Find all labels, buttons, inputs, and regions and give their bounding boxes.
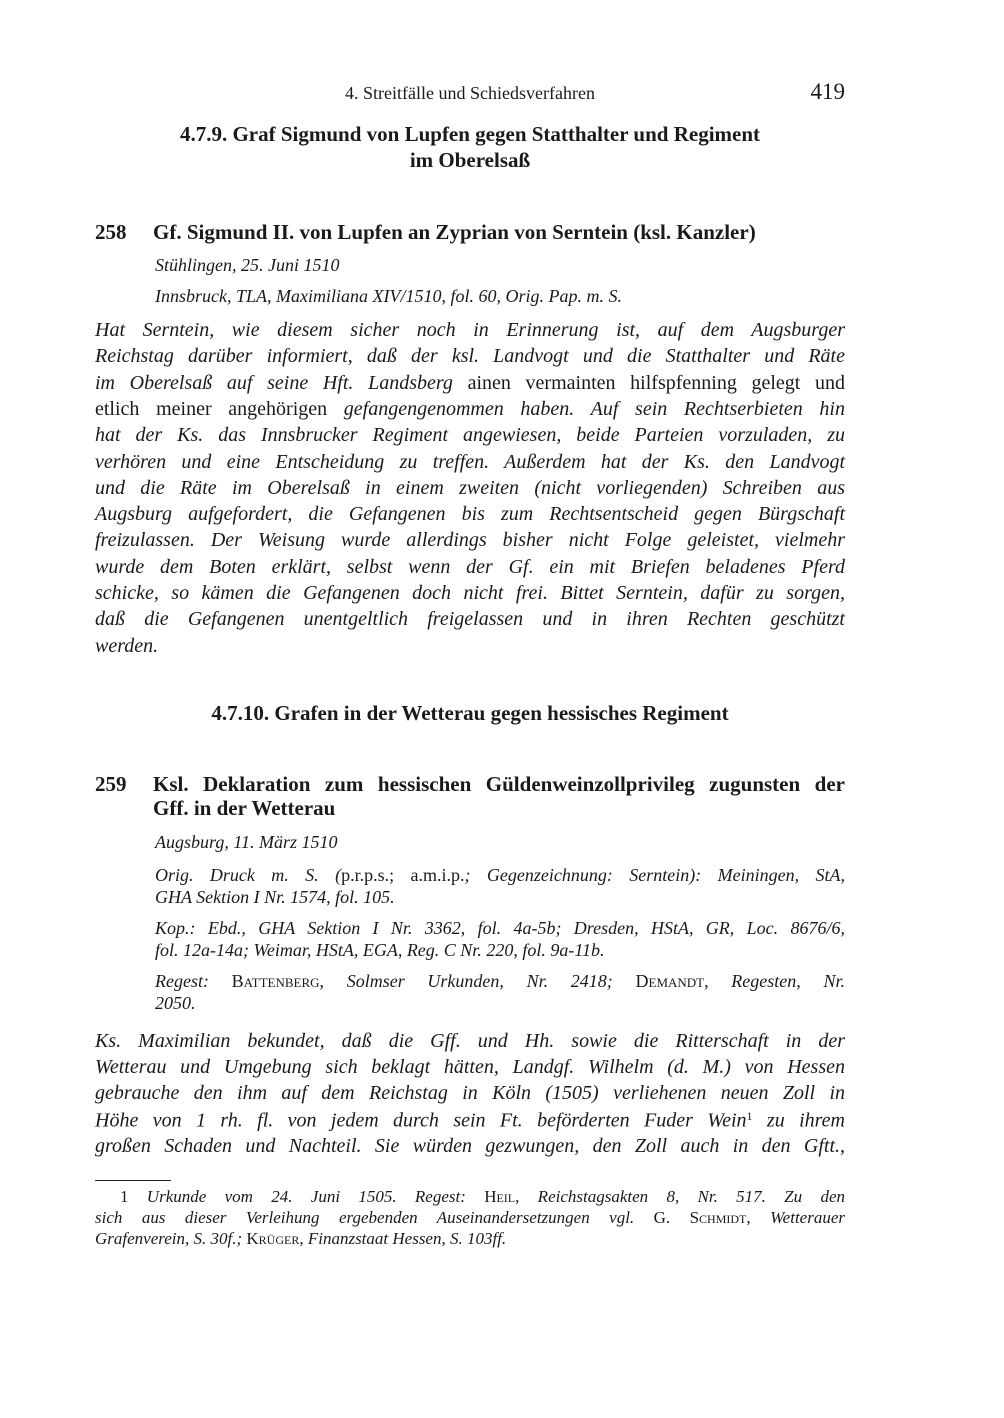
text-line [95,557,845,577]
text-line [120,1188,845,1205]
entry-heading: Gf. Sigmund II. von Lupfen an Zyprian von Serntein (ksl. Kanzler) [153,220,756,244]
text-line [95,452,845,472]
text-run: 1 [120,1187,129,1206]
entry-heading: Ksl. Deklaration zum hessischen Güldenweinzollprivileg zugunsten der [153,772,845,796]
text-run: Regest: [155,971,232,991]
text-run: a.m.i.p. [410,865,465,885]
text-line [155,941,845,959]
text-line [95,1209,845,1226]
text-run: werden. [95,634,159,657]
text-line [95,1230,845,1247]
text-run: gefangengenommen haben. Auf sein Rechtserbieten hin [343,397,845,420]
text-line [95,1083,845,1103]
text-run: Wetterauer [750,1208,845,1227]
text-line [95,583,845,603]
text-run: zu ihrem [752,1109,845,1132]
text-run: Reichstag darüber informiert, daß der ksl. Landvogt und die Statthalter und Räte [95,345,845,368]
text-run: großen Schaden und Nachteil. Sie würden gezwungen, den Zoll auch in den Gftt., [95,1134,845,1157]
text-run: im Oberelsaß auf seine Hft. Landsberg [95,371,468,394]
text-line [95,425,845,445]
section-title: 4.7.9. Graf Sigmund von Lupfen gegen Statthalter und Regiment [179,122,761,146]
text-run: Krüger, [246,1229,304,1248]
entry-date: Augsburg, 11. März 1510 [155,832,338,852]
running-title: 4. Streitfälle und Schiedsverfahren [345,83,595,103]
text-line [95,1031,845,1051]
text-line [95,478,845,498]
text-run: p.r.p.s.; [341,865,395,885]
text-run [394,865,410,885]
text-run: G. Schmidt, [653,1208,751,1227]
text-run: sich aus dieser Verleihung ergebenden Auseinandersetzungen vgl. [95,1208,654,1227]
footnote-marker: 1 [746,1108,753,1123]
text-run: und die Räte im Oberelsaß in einem zweiten (nicht vorliegenden) Schreiben aus [95,476,845,499]
footnote-rule [95,1180,171,1181]
text-run: schicke, so kämen die Gefangenen doch nicht frei. Bittet Serntein, dafür zu sorgen, [95,582,845,604]
text-line [95,1136,845,1156]
text-run: wurde dem Boten erklärt, selbst wenn der Gf. ein mit Briefen beladenes Pferd [95,555,845,578]
entry-number: 258 [95,220,127,244]
text-run: Solmser Urkunden, Nr. 2418; [324,971,636,991]
text-line [95,346,845,366]
text-line [95,504,845,524]
text-run: GHA Sektion I Nr. 1574, fol. 105. [155,887,395,907]
text-line [155,888,845,906]
text-run: fol. 12a-14a; Weimar, HStA, EGA, Reg. C Nr. 220, fol. 9a-11b. [155,940,605,960]
entry-source: Innsbruck, TLA, Maximiliana XIV/1510, fol. 60, Orig. Pap. m. S. [155,286,622,306]
text-line [95,1057,845,1077]
text-line [155,972,845,990]
text-run: etlich meiner angehörigen [95,397,344,420]
text-run: Grafenverein, S. 30f.; [95,1229,247,1248]
text-run: Urkunde vom 24. Juni 1505. Regest: [128,1187,485,1206]
text-run: Reichstagsakten 8, Nr. 517. Zu den [519,1187,845,1206]
entry-heading: Gff. in der Wetterau [153,796,336,820]
text-line [95,373,845,393]
text-run: Finanzstaat Hessen, S. 103ff. [303,1229,507,1248]
text-line [95,320,845,340]
entry-number: 259 [95,772,127,796]
text-run: 2050. [155,993,196,1013]
text-run: Battenberg, [231,971,325,991]
section-title: im Oberelsaß [409,148,531,172]
text-run: ainen vermainten hilfspfenning gelegt und [467,371,846,394]
text-run: Demandt, [635,971,709,991]
text-run: Heil, [484,1187,520,1206]
text-run: gebrauche den ihm auf dem Reichstag in Köln (1505) verliehenen neuen Zoll in [95,1082,845,1105]
text-line [95,530,845,550]
text-run: verhören und eine Entscheidung zu treffen. Außerdem hat der Ks. den Landvogt [95,450,845,473]
section-title: 4.7.10. Grafen in der Wetterau gegen hessisches Regiment [211,701,729,725]
text-run: Hat Serntein, wie diesem sicher noch in Erinnerung ist, auf dem Augsburger [95,319,845,341]
text-line [95,1110,845,1131]
text-line [95,636,845,656]
text-line [95,609,845,629]
text-run: freizulassen. Der Weisung wurde allerdings bisher nicht Folge geleistet, vielmehr [95,529,845,552]
text-run: hat der Ks. das Innsbrucker Regiment angewiesen, beide Parteien vorzuladen, zu [95,424,845,447]
text-run: Wetterau und Umgebung sich beklagt hätten, Landgf. Wilhelm (d. M.) von Hessen [95,1056,845,1079]
text-run: Regesten, Nr. [708,971,845,991]
text-run: Ks. Maximilian bekundet, daß die Gff. und Hh. sowie die Ritterschaft in der [95,1030,845,1052]
text-run: Kop.: Ebd., GHA Sektion I Nr. 3362, fol. 4a-5b; Dresden, HStA, GR, Loc. 8676/6, [155,918,845,938]
text-run: Höhe von 1 rh. fl. von jedem durch sein Ft. beförderten Fuder Wein [95,1109,747,1132]
page-number: 419 [810,79,845,104]
entry-date: Stühlingen, 25. Juni 1510 [155,255,340,275]
text-line [95,399,845,419]
text-line [155,866,845,884]
text-line [155,919,845,937]
text-run: Orig. Druck m. S. ( [155,865,342,885]
text-run: ; Gegenzeichnung: Serntein): Meiningen, StA, [464,865,845,885]
text-run: Augsburg aufgefordert, die Gefangenen bis zum Rechtsentscheid gegen Bürgschaft [95,503,845,526]
text-line [155,994,845,1012]
text-run: daß die Gefangenen unentgeltlich freigelassen und in ihren Rechten geschützt [95,608,845,631]
